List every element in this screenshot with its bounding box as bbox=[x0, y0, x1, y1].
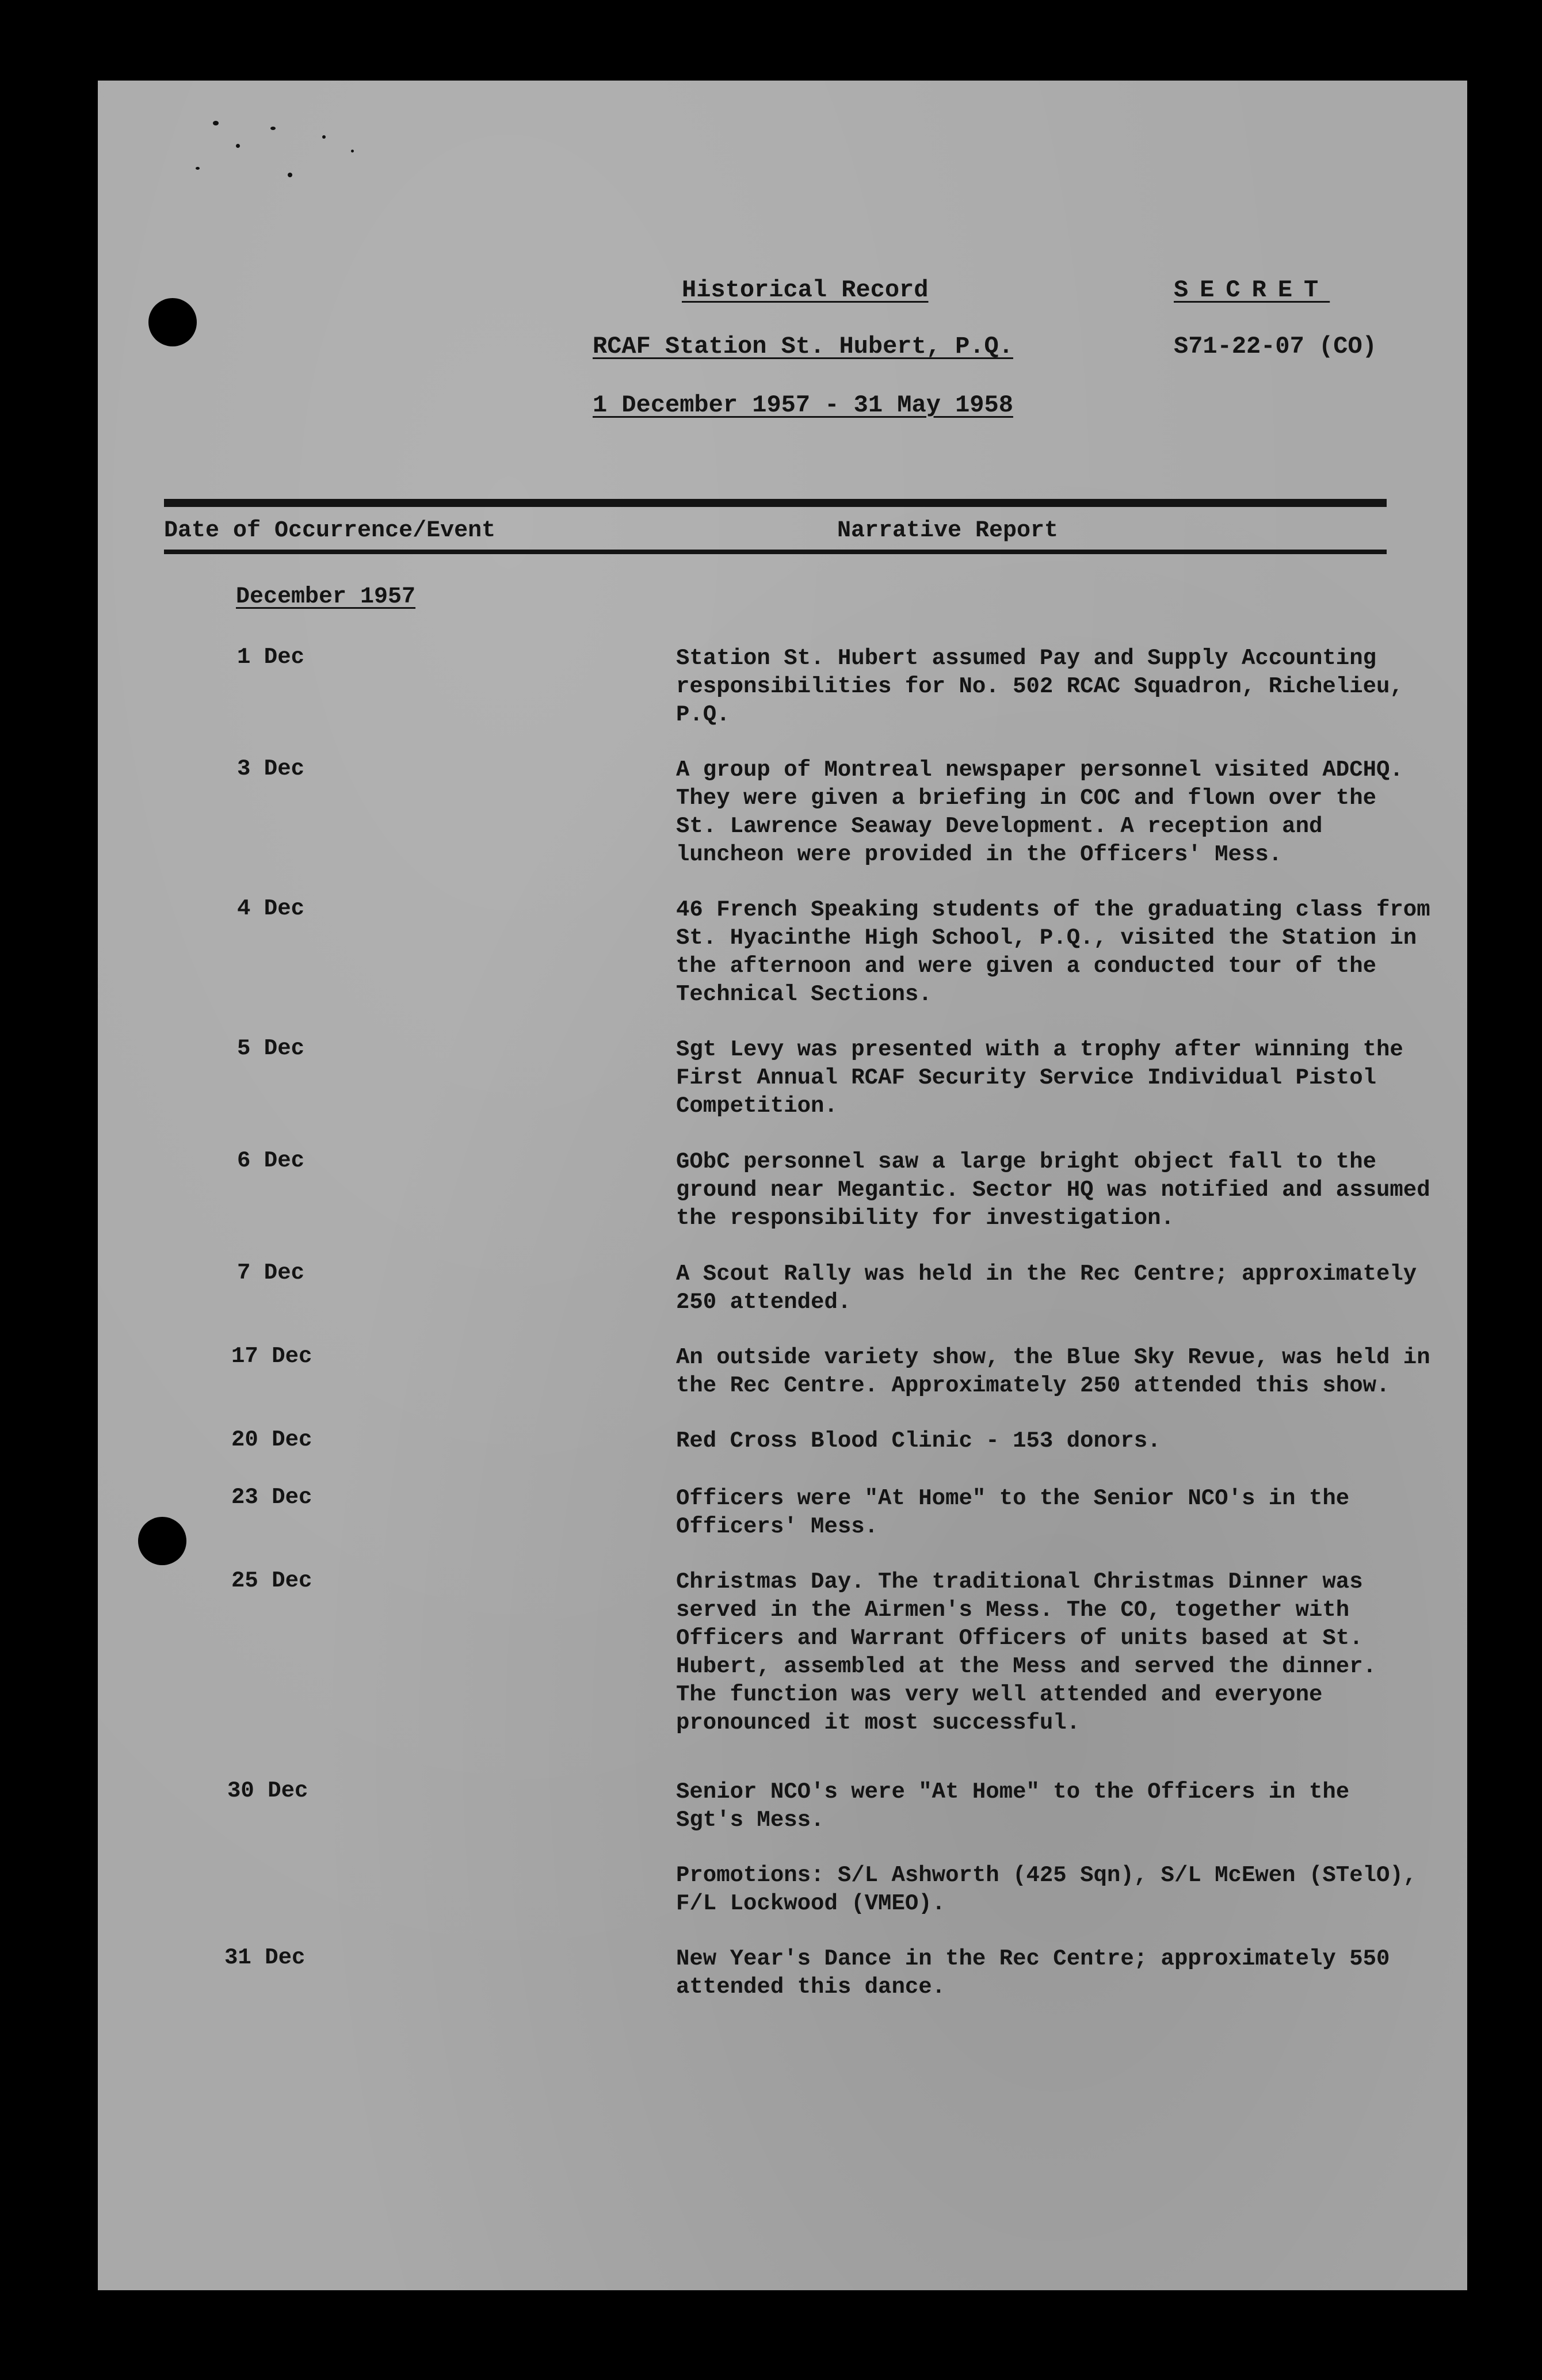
entry-narrative: Station St. Hubert assumed Pay and Supply Accounting responsibilities for No. 502 RCAC Squadron, Richelieu, P.Q. bbox=[676, 646, 1403, 727]
column-header-date: Date of Occurrence/Event bbox=[164, 518, 496, 544]
punch-hole-bottom bbox=[138, 1517, 186, 1565]
entry-date: 30 Dec bbox=[227, 1778, 308, 1803]
entry-narrative: New Year's Dance in the Rec Centre; approximately 550 attended this dance. bbox=[676, 1946, 1390, 2000]
entry-narrative: Red Cross Blood Clinic - 153 donors. bbox=[676, 1428, 1161, 1454]
header-rule-top bbox=[164, 499, 1387, 507]
entry-narrative: Promotions: S/L Ashworth (425 Sqn), S/L McEwen (STelO), F/L Lockwood (VMEO). bbox=[676, 1863, 1417, 1916]
entry-date: 31 Dec bbox=[224, 1945, 306, 1970]
dust-speck bbox=[196, 167, 200, 170]
entry-narrative: Officers were "At Home" to the Senior NCO's in the Officers' Mess. bbox=[676, 1486, 1350, 1539]
document-page bbox=[98, 81, 1467, 2290]
dust-speck bbox=[322, 135, 326, 139]
entry-narrative: 46 French Speaking students of the graduating class from St. Hyacinthe High School, P.Q., visited the Station in the afternoon and were given a conducted tour of the Technical Sections. bbox=[676, 897, 1430, 1007]
entry-date: 6 Dec bbox=[237, 1148, 305, 1173]
entry-date: 1 Dec bbox=[237, 644, 305, 670]
dust-speck bbox=[270, 127, 276, 130]
dust-speck bbox=[213, 121, 219, 125]
dust-speck bbox=[351, 150, 354, 152]
entry-narrative: An outside variety show, the Blue Sky Revue, was held in the Rec Centre. Approximately 250 attended this show. bbox=[676, 1345, 1430, 1398]
entry-narrative: Christmas Day. The traditional Christmas Dinner was served in the Airmen's Mess. The CO, together with Officers and Warrant Officers of units based at St. Hubert, assembled at the Mess and served the dinner. The function was very well attended and everyone pronounced it most successful. bbox=[676, 1569, 1376, 1736]
entry-date: 3 Dec bbox=[237, 756, 305, 781]
punch-hole-top bbox=[148, 298, 197, 346]
entry-date: 17 Dec bbox=[231, 1344, 312, 1369]
entry-date: 25 Dec bbox=[231, 1568, 312, 1593]
report-period: 1 December 1957 - 31 May 1958 bbox=[593, 391, 1013, 419]
entry-narrative: Senior NCO's were "At Home" to the Officers in the Sgt's Mess. bbox=[676, 1779, 1350, 1833]
header-rule-bottom bbox=[164, 550, 1387, 554]
dust-speck bbox=[288, 173, 292, 177]
entry-date: 4 Dec bbox=[237, 896, 305, 921]
entry-narrative: Sgt Levy was presented with a trophy after winning the First Annual RCAF Security Service Individual Pistol Competition. bbox=[676, 1037, 1403, 1119]
column-header-narrative: Narrative Report bbox=[837, 518, 1059, 544]
entry-date: 7 Dec bbox=[237, 1260, 305, 1286]
entry-narrative: A Scout Rally was held in the Rec Centre; approximately 250 attended. bbox=[676, 1261, 1417, 1315]
entry-date: 20 Dec bbox=[231, 1427, 312, 1452]
entry-date: 5 Dec bbox=[237, 1036, 305, 1061]
station-name: RCAF Station St. Hubert, P.Q. bbox=[593, 333, 1013, 360]
document-title: Historical Record bbox=[682, 276, 929, 304]
dust-speck bbox=[236, 144, 240, 148]
month-heading: December 1957 bbox=[236, 584, 416, 610]
entry-date: 23 Dec bbox=[231, 1485, 312, 1510]
entry-narrative: A group of Montreal newspaper personnel visited ADCHQ. They were given a briefing in COC and flown over the St. Lawrence Seaway Development. A reception and luncheon were provided in the Officers' Mess. bbox=[676, 757, 1403, 867]
classification-marking: SECRET bbox=[1174, 276, 1330, 304]
file-number: S71-22-07 (CO) bbox=[1174, 333, 1377, 360]
entry-narrative: GObC personnel saw a large bright object fall to the ground near Megantic. Sector HQ was notified and assumed the responsibility for investigation. bbox=[676, 1149, 1430, 1231]
